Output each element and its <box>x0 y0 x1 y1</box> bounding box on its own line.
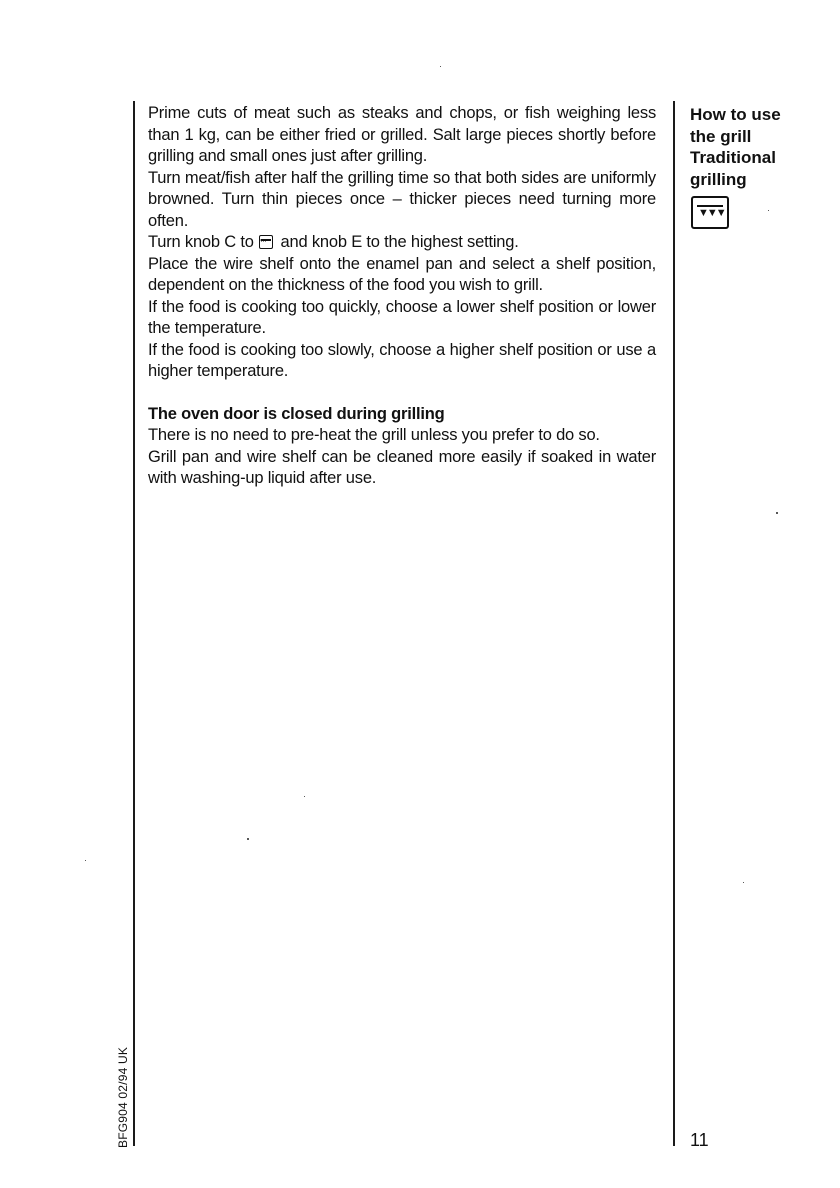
paragraph-wire-shelf: Place the wire shelf onto the enamel pan and select a shelf position, dependent on the thickness of the food you wish to grill. <box>148 254 656 294</box>
paragraph-too-slowly: If the food is cooking too slowly, choose a higher shelf position or use a higher temperature. <box>148 340 656 380</box>
paragraph-turn-meat: Turn meat/fish after half the grilling time so that both sides are uniformly browned. Turn thin pieces once – thicker pieces need turning more often. <box>148 168 656 230</box>
side-heading <box>690 104 820 190</box>
paragraph-prime-cuts: Prime cuts of meat such as steaks and chops, or fish weighing less than 1 kg, can be either fried or grilled. Salt large pieces shortly before grilling and small ones just after grilling. <box>148 104 656 165</box>
knob-text-after: and knob E to the highest setting. <box>280 233 519 251</box>
knob-text-before: Turn knob C to <box>148 233 254 251</box>
side-heading-line: Traditional <box>690 148 776 167</box>
right-margin-rule <box>673 101 675 1146</box>
paragraph-cleaning: Grill pan and wire shelf can be cleaned more easily if soaked in water with washing-up liquid after use. <box>148 447 656 487</box>
grill-icon <box>259 235 273 249</box>
paragraph-too-quickly: If the food is cooking too quickly, choose a lower shelf position or lower the temperature. <box>148 297 656 337</box>
paragraph-turn-knob <box>148 232 656 254</box>
main-text <box>148 103 656 490</box>
document-code: BFG904 02/94 UK <box>116 1046 130 1148</box>
side-heading-line: grilling <box>690 169 747 189</box>
paragraph-pre-heat: There is no need to pre-heat the grill unless you prefer to do so. <box>148 426 600 444</box>
page-number: 11 <box>690 1130 709 1150</box>
left-margin-rule <box>133 101 135 1146</box>
subheading-door-closed: The oven door is closed during grilling <box>148 404 445 423</box>
side-heading-line: How to use <box>690 105 781 124</box>
side-heading-line: the grill <box>690 126 752 146</box>
grill-symbol-icon: ▼▼▼ <box>691 196 729 229</box>
